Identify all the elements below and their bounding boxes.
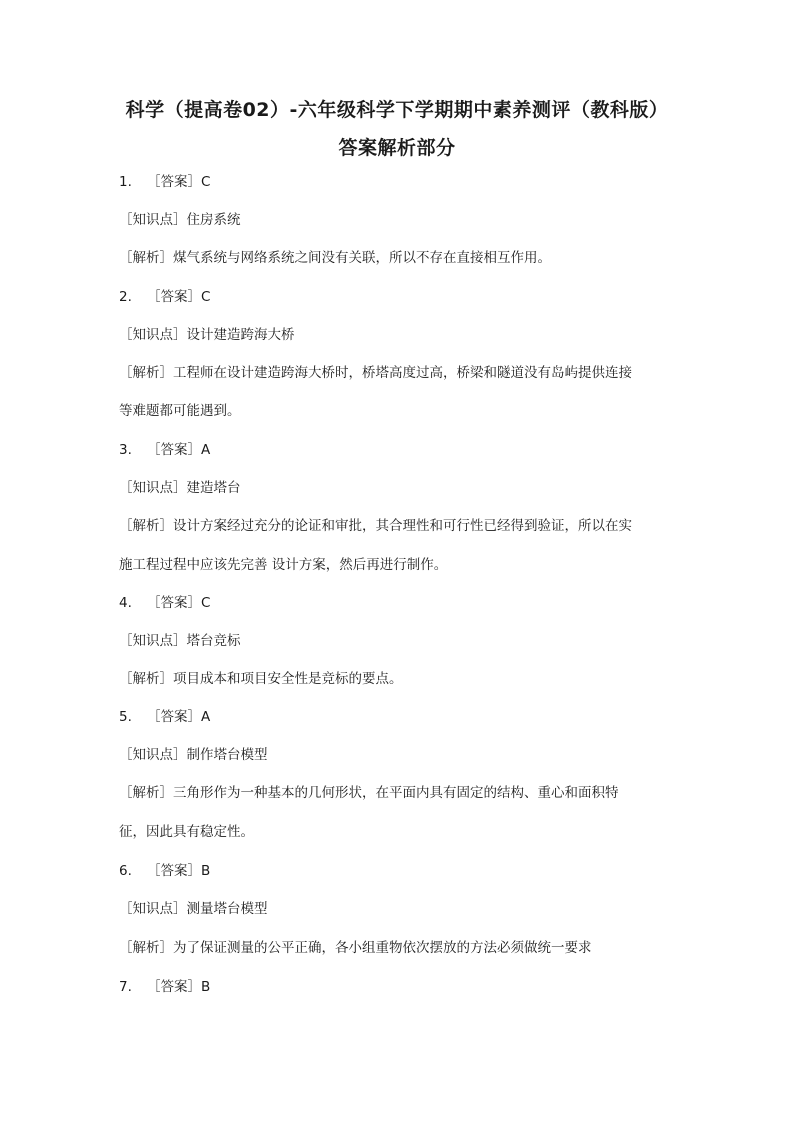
- analysis-text: 项目成本和项目安全性是竞标的要点。: [173, 671, 403, 687]
- item-3-answer: [119, 441, 210, 459]
- item-2-analysis: [119, 364, 632, 382]
- knowledge-label: ［知识点］: [119, 327, 187, 343]
- analysis-label: ［解析］: [119, 785, 173, 801]
- answer-label: ［答案］: [147, 595, 201, 611]
- item-2-knowledge: [119, 326, 295, 344]
- item-3-knowledge: [119, 479, 241, 497]
- knowledge-label: ［知识点］: [119, 212, 187, 228]
- knowledge-value: 设计建造跨海大桥: [186, 327, 295, 343]
- answer-label: ［答案］: [147, 442, 201, 458]
- answer-value: B: [201, 979, 211, 995]
- analysis-text: 设计方案经过充分的论证和审批，其合理性和可行性已经得到验证，所以在实: [173, 518, 632, 534]
- answer-label: ［答案］: [147, 863, 201, 879]
- item-2-answer: [119, 288, 210, 306]
- item-number: 3.: [119, 442, 132, 458]
- item-5-analysis: [119, 784, 619, 802]
- knowledge-label: ［知识点］: [119, 747, 187, 763]
- item-3-analysis: [119, 517, 632, 535]
- knowledge-value: 住房系统: [186, 212, 241, 228]
- analysis-label: ［解析］: [119, 940, 173, 956]
- answer-value: A: [201, 709, 211, 725]
- item-2-analysis-cont: [119, 402, 241, 420]
- item-1-knowledge: [119, 211, 241, 229]
- knowledge-value: 测量塔台模型: [186, 901, 268, 917]
- item-number: 6.: [119, 863, 132, 879]
- item-number: 1.: [119, 174, 132, 190]
- item-number: 5.: [119, 709, 132, 725]
- item-number: 2.: [119, 289, 132, 305]
- knowledge-value: 建造塔台: [186, 480, 241, 496]
- document-title: 科学（提高卷02）-六年级科学下学期期中素养测评（教科版）: [125, 99, 669, 121]
- item-4-answer: [119, 594, 210, 612]
- item-4-knowledge: [119, 632, 241, 650]
- answer-label: ［答案］: [147, 174, 201, 190]
- item-5-analysis-cont: [119, 823, 254, 841]
- analysis-text: 征，因此具有稳定性。: [119, 824, 254, 840]
- answer-label: ［答案］: [147, 289, 201, 305]
- document-subtitle: 答案解析部分: [338, 137, 456, 159]
- item-5-answer: [119, 708, 210, 726]
- item-6-analysis: [119, 939, 592, 957]
- item-6-knowledge: [119, 900, 268, 918]
- analysis-text: 为了保证测量的公平正确，各小组重物依次摆放的方法必须做统一要求: [173, 940, 592, 956]
- analysis-text: 工程师在设计建造跨海大桥时，桥塔高度过高，桥梁和隧道没有岛屿提供连接: [173, 365, 632, 381]
- item-number: 7.: [119, 979, 132, 995]
- analysis-label: ［解析］: [119, 250, 173, 266]
- answer-value: A: [201, 442, 211, 458]
- answer-label: ［答案］: [147, 979, 201, 995]
- answer-value: B: [201, 863, 211, 879]
- analysis-label: ［解析］: [119, 518, 173, 534]
- analysis-label: ［解析］: [119, 671, 173, 687]
- item-6-answer: [119, 862, 210, 880]
- item-number: 4.: [119, 595, 132, 611]
- knowledge-value: 制作塔台模型: [186, 747, 268, 763]
- item-1-analysis: [119, 249, 551, 267]
- answer-label: ［答案］: [147, 709, 201, 725]
- item-4-analysis: [119, 670, 403, 688]
- item-7-answer: [119, 978, 210, 996]
- knowledge-label: ［知识点］: [119, 480, 187, 496]
- knowledge-label: ［知识点］: [119, 633, 187, 649]
- answer-value: C: [201, 289, 211, 305]
- knowledge-label: ［知识点］: [119, 901, 187, 917]
- answer-value: C: [201, 174, 211, 190]
- item-3-analysis-cont: [119, 556, 447, 574]
- knowledge-value: 塔台竞标: [186, 633, 241, 649]
- analysis-text: 施工程过程中应该先完善 设计方案，然后再进行制作。: [119, 557, 448, 573]
- item-1-answer: [119, 173, 210, 191]
- answer-value: C: [201, 595, 211, 611]
- analysis-label: ［解析］: [119, 365, 173, 381]
- analysis-text: 煤气系统与网络系统之间没有关联，所以不存在直接相互作用。: [173, 250, 551, 266]
- item-5-knowledge: [119, 746, 268, 764]
- analysis-text: 三角形作为一种基本的几何形状，在平面内具有固定的结构、重心和面积特: [173, 785, 619, 801]
- analysis-text: 等难题都可能遇到。: [119, 403, 241, 419]
